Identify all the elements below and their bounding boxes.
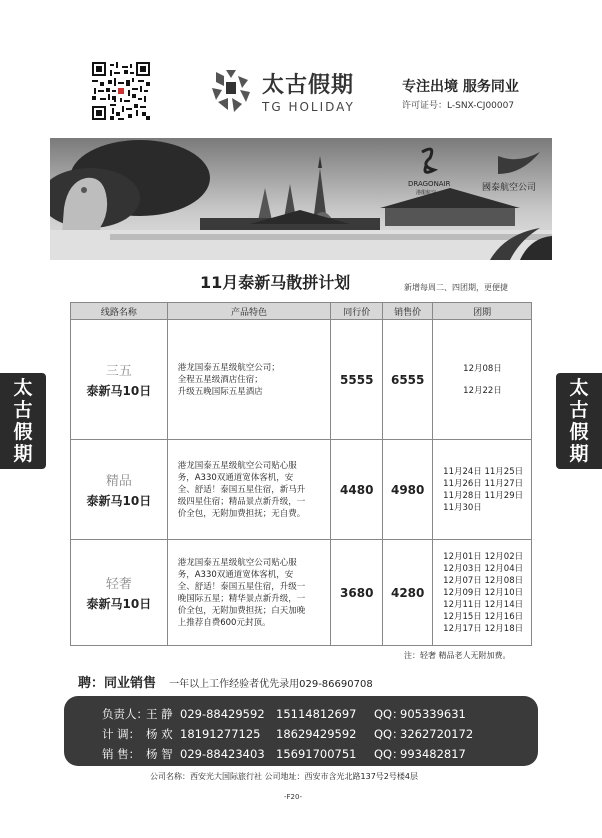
license-number: 许可证号：L-SNX-CJ00007 xyxy=(402,101,515,111)
feature-line: 全、舒适！泰国五星住宿，新马升 xyxy=(177,484,306,495)
contact-qq: 993482817 xyxy=(400,747,466,761)
contact-role: 计 调： xyxy=(102,727,141,741)
contact-qq: 3262720172 xyxy=(400,727,474,741)
contact-mobile: 18629429592 xyxy=(276,727,357,741)
contact-qq-label: QQ： xyxy=(374,707,404,721)
side-tab-char: 古 xyxy=(569,399,589,421)
feature-line: 港龙国泰五星级航空公司贴心服 xyxy=(177,557,297,568)
route-name: 泰新马10日 xyxy=(86,597,152,611)
feature-line: 全程五星级酒店住宿； xyxy=(177,374,263,385)
contact-qq: 905339631 xyxy=(400,707,466,721)
date-line: 11月30日 xyxy=(443,502,482,513)
route-cell xyxy=(71,440,168,540)
contact-mobile: 15691700751 xyxy=(276,747,357,761)
sale-price: 4980 xyxy=(383,440,433,540)
contact-box xyxy=(64,696,538,766)
contact-role: 销 售： xyxy=(102,747,141,761)
date-line: 12月07日 12月08日 xyxy=(443,575,524,586)
date-line: 12月17日 12月18日 xyxy=(443,623,524,634)
contact-row xyxy=(102,724,538,744)
date-line: 12月22日 xyxy=(463,385,502,396)
contact-name: 王 静 xyxy=(146,707,173,721)
feature-line: 晚国际五星；精华景点新升级，一 xyxy=(177,593,306,604)
page-number: -F20- xyxy=(284,793,302,801)
route-name: 泰新马10日 xyxy=(86,494,152,508)
dates-cell xyxy=(433,320,532,440)
route-tier: 精品 xyxy=(105,474,132,489)
date-line: 11月24日 11月25日 xyxy=(443,466,524,477)
slogan: 专注出境 服务同业 xyxy=(402,79,519,95)
dates-cell xyxy=(433,440,532,540)
side-tab-char: 太 xyxy=(13,377,33,399)
feature-line: 价全包，无附加费担抚；无自费。 xyxy=(177,508,306,519)
feature-line: 务，A330双通道宽体客机，安 xyxy=(177,472,294,483)
recruit-label: 聘：同业销售 xyxy=(78,676,157,691)
side-tab-char: 假 xyxy=(569,421,589,443)
header-dates: 团期 xyxy=(433,303,532,320)
feature-line: 升级五晚国际五星酒店 xyxy=(177,386,263,397)
route-tier: 三五 xyxy=(105,364,132,379)
tour-plan-table xyxy=(70,302,532,646)
banner-image xyxy=(50,138,552,260)
airline-name: 國泰航空公司 xyxy=(482,183,537,193)
table-row xyxy=(71,320,532,440)
brand-name-en: TG HOLIDAY xyxy=(262,100,355,114)
features-cell xyxy=(167,540,331,646)
route-tier: 轻奢 xyxy=(105,577,132,592)
peer-price: 5555 xyxy=(331,320,383,440)
contact-row xyxy=(102,744,538,764)
contact-tel: 029-88429592 xyxy=(180,707,265,721)
table-row xyxy=(71,540,532,646)
table-header-row xyxy=(71,303,532,320)
header xyxy=(50,48,552,138)
date-line: 12月09日 12月10日 xyxy=(443,587,524,598)
contact-role: 负责人： xyxy=(102,707,148,721)
side-tab-char: 期 xyxy=(569,443,589,465)
feature-line: 上推荐自费600元封顶。 xyxy=(177,617,271,628)
plan-title: 11月泰新马散拼计划 xyxy=(200,273,351,292)
feature-line: 港龙国泰五星级航空公司贴心服 xyxy=(177,460,297,471)
peer-price: 4480 xyxy=(331,440,383,540)
feature-line: 价全包，无附加费担抚；白天加晚 xyxy=(177,605,306,616)
contact-tel: 029-88423403 xyxy=(180,747,265,761)
recruit-desc: 一年以上工作经验者优先录用029-86690708 xyxy=(169,679,373,690)
route-name: 泰新马10日 xyxy=(86,384,152,398)
date-line: 11月28日 11月29日 xyxy=(443,490,524,501)
airline-logo-sub: 港龍航空 xyxy=(416,190,437,196)
recruit-line xyxy=(78,672,373,691)
contact-name: 杨 欢 xyxy=(146,727,173,741)
contact-tel: 18191277125 xyxy=(180,727,261,741)
features-cell xyxy=(167,440,331,540)
side-tab-char: 太 xyxy=(569,377,589,399)
sale-price: 4280 xyxy=(383,540,433,646)
table-footnote: 注：轻奢 精品老人无附加费。 xyxy=(404,651,511,660)
date-line: 12月15日 12月16日 xyxy=(443,611,524,622)
contact-qq-label: QQ： xyxy=(374,727,404,741)
features-cell xyxy=(167,320,331,440)
airline-logo-text: DRAGONAIR xyxy=(408,180,451,188)
side-tab-char: 期 xyxy=(13,443,33,465)
side-tab-char: 古 xyxy=(13,399,33,421)
date-line: 12月01日 12月02日 xyxy=(443,551,524,562)
contact-mobile: 15114812697 xyxy=(276,707,357,721)
date-line: 12月08日 xyxy=(463,363,502,374)
route-cell xyxy=(71,320,168,440)
side-tab-right xyxy=(556,373,602,469)
feature-line: 级四星住宿；精品景点新升级，一 xyxy=(177,496,306,507)
plan-note: 新增每周二、四团期，更便捷 xyxy=(404,283,508,292)
header-features: 产品特色 xyxy=(167,303,331,320)
route-cell xyxy=(71,540,168,646)
side-tab-char: 假 xyxy=(13,421,33,443)
date-line: 11月26日 11月27日 xyxy=(443,478,524,489)
contact-row xyxy=(102,704,538,724)
header-route: 线路名称 xyxy=(71,303,168,320)
contact-name: 杨 智 xyxy=(146,747,173,761)
sale-price: 6555 xyxy=(383,320,433,440)
side-tab-left xyxy=(0,373,46,469)
feature-line: 全、舒适！泰国五星住宿，升级一 xyxy=(177,581,306,592)
feature-line: 务，A330双通道宽体客机，安 xyxy=(177,569,294,580)
contact-qq-label: QQ： xyxy=(374,747,404,761)
brand-name-cn: 太古假期 xyxy=(262,73,355,98)
dates-cell xyxy=(433,540,532,646)
qr-code-icon xyxy=(92,62,150,120)
date-line: 12月11日 12月14日 xyxy=(443,599,524,610)
feature-line: 港龙国泰五星级航空公司； xyxy=(177,362,280,373)
header-peer-price: 同行价 xyxy=(331,303,383,320)
date-line: 12月03日 12月04日 xyxy=(443,563,524,574)
table-row xyxy=(71,440,532,540)
peer-price: 3680 xyxy=(331,540,383,646)
tg-holiday-logo-icon xyxy=(208,68,254,114)
header-sale-price: 销售价 xyxy=(383,303,433,320)
company-info: 公司名称：西安光大国际旅行社 公司地址：西安市含光北路137号2号楼4层 xyxy=(150,772,418,781)
